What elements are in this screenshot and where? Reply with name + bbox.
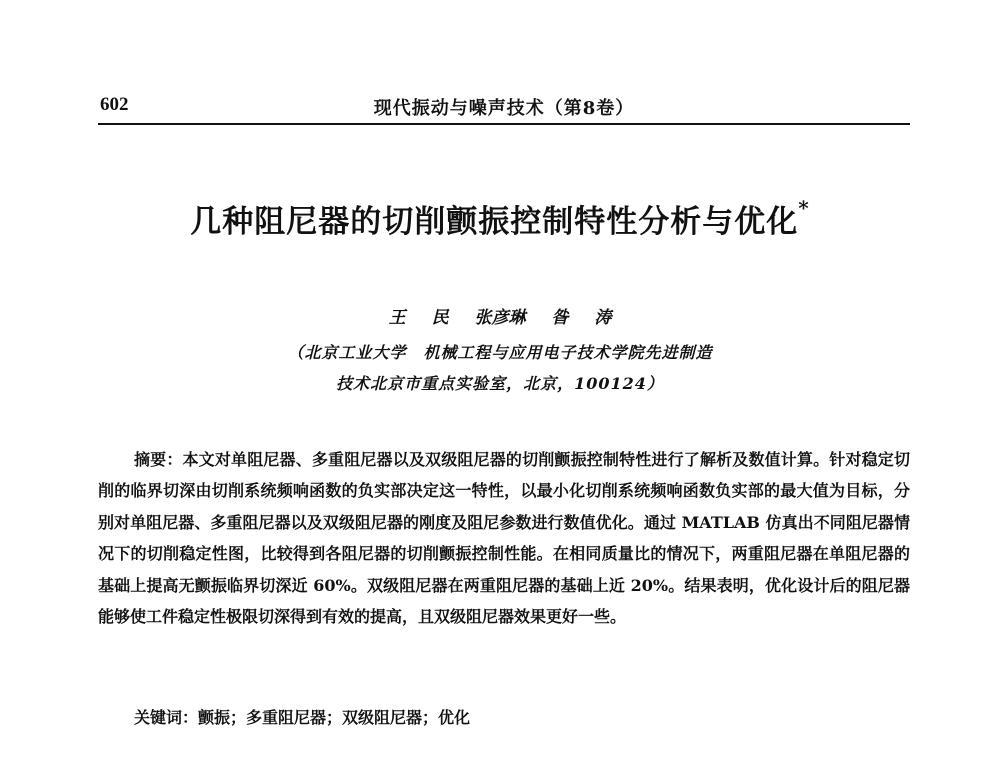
keywords-label: 关键词：: [134, 708, 199, 727]
abstract: [98, 444, 910, 632]
journal-title: 现代振动与噪声技术（第8卷）: [373, 98, 635, 119]
abstract-label: 摘要：: [134, 450, 183, 469]
header-rule: [98, 123, 910, 125]
keywords: [134, 705, 470, 728]
page-number: 602: [100, 94, 129, 115]
running-header: [100, 94, 908, 120]
affiliation-line-2: 技术北京市重点实验室，北京，100124）: [336, 374, 664, 393]
paper-title-text: 几种阻尼器的切削颤振控制特性分析与优化: [190, 204, 799, 240]
affiliation-line-1: （北京工业大学 机械工程与应用电子技术学院先进制造: [287, 343, 713, 362]
footnote-mark: *: [798, 195, 810, 220]
paper-title: [40, 196, 960, 241]
keywords-text: 颤振；多重阻尼器；双级阻尼器；优化: [198, 708, 471, 727]
abstract-text: 本文对单阻尼器、多重阻尼器以及双级阻尼器的切削颤振控制特性进行了解析及数值计算。针对稳定切削的临界切深由切削系统频响函数的负实部决定这一特性，以最小化切削系统频响函数负实部的最大值为目标，分别对单阻尼器、多重阻尼器以及双级阻尼器的刚度及阻尼参数进行数值优化。通过 MATLAB 仿真出不同阻尼器情况下的切削稳定性图，比较得到各阻尼器的切削颤振控制性能。在相同质量比的情况下，两重阻尼器在单阻尼器的基础上提高无颤振临界切深近 60%。双级阻尼器在两重阻尼器的基础上近 20%。结果表明，优化设计后的阻尼器能够使工件稳定性极限切深得到有效的提高，且双级阻尼器效果更好一些。: [98, 450, 910, 627]
author-list: 王 民 张彦琳 昝 涛: [388, 308, 612, 328]
